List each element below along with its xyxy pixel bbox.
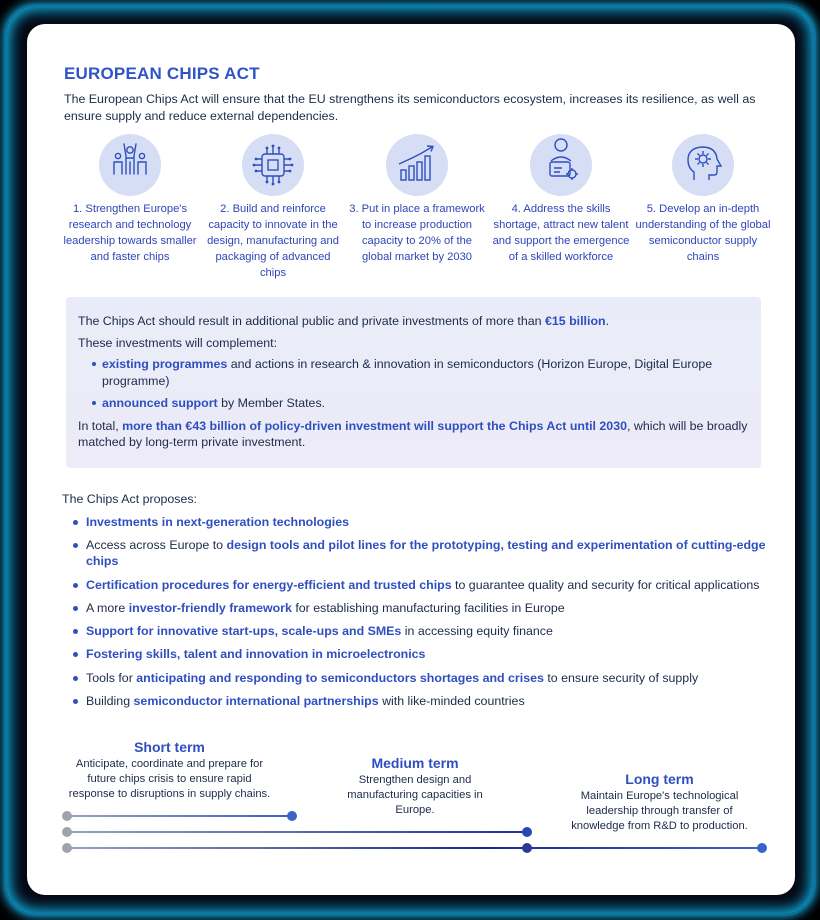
list-item: Investments in next-generation technologies	[73, 514, 782, 531]
medium-term-end-dot	[522, 827, 532, 837]
short-term-text: Anticipate, coordinate and prepare for future chips crisis to ensure rapid response to disruptions in supply chains.	[68, 758, 271, 800]
timeline-mid-dot	[522, 843, 532, 853]
list-item: Access across Europe to design tools and pilot lines for the prototyping, testing and experimentation of cutting-edge chips	[73, 537, 782, 570]
long-term-heading: Long term	[625, 771, 694, 787]
goal-text: 4. Address the skills shortage, attract new talent and support the emergence of a skilled workforce	[492, 203, 630, 263]
goal-3	[347, 134, 487, 265]
investment-box	[66, 297, 761, 468]
timeline-medium-term	[335, 754, 495, 818]
medium-term-line	[67, 831, 527, 833]
short-term-end-dot	[287, 811, 297, 821]
goal-1	[60, 134, 200, 265]
investment-line: The Chips Act should result in additional public and private investments of more than €15 billion.	[78, 314, 610, 328]
list-item: Support for innovative start-ups, scale-ups and SMEs in accessing equity finance	[73, 623, 782, 640]
long-term-line	[67, 847, 762, 849]
short-term-line	[67, 815, 292, 817]
goal-5	[633, 134, 773, 265]
list-item: Certification procedures for energy-efficient and trusted chips to guarantee quality and security for critical applications	[73, 577, 782, 594]
goal-text: 5. Develop an in-depth understanding of the global semiconductor supply chains	[635, 203, 771, 263]
goal-text: 1. Strengthen Europe's research and technology leadership towards smaller and faster chips	[63, 203, 197, 263]
intro-paragraph: The European Chips Act will ensure that the EU strengthens its semiconductors ecosystem, increases its resilience, as well as ensure supply and reduce external dependencies.	[64, 92, 756, 123]
info-card	[27, 24, 795, 895]
goal-4	[491, 134, 631, 265]
total-line: In total, more than €43 billion of policy-driven investment will support the Chips Act until 2030, which will be broadly matched by long-term private investment.	[78, 418, 748, 449]
people-raising-hands-icon	[99, 134, 161, 196]
complement-line: These investments will complement:	[78, 335, 278, 350]
complement-list	[92, 356, 749, 412]
list-item: Tools for anticipating and responding to semiconductors shortages and crises to ensure security of supply	[73, 670, 782, 687]
short-term-heading: Short term	[134, 739, 205, 755]
timeline-start-dot	[62, 843, 72, 853]
medium-term-heading: Medium term	[371, 755, 459, 771]
page-title: EUROPEAN CHIPS ACT	[64, 64, 260, 83]
timeline-start-dot	[62, 827, 72, 837]
growth-chart-icon	[386, 134, 448, 196]
long-term-text: Maintain Europe's technological leadership through transfer of knowledge from R&D to production.	[571, 790, 748, 832]
long-term-end-dot	[757, 843, 767, 853]
head-gear-icon	[672, 134, 734, 196]
talent-person-icon	[530, 134, 592, 196]
list-item: Fostering skills, talent and innovation in microelectronics	[73, 646, 782, 663]
list-item: Building semiconductor international partnerships with like-minded countries	[73, 693, 782, 710]
goal-2	[203, 134, 343, 281]
proposals-lead: The Chips Act proposes:	[62, 492, 197, 506]
list-item: announced support by Member States.	[92, 395, 749, 412]
timeline-short-term	[67, 738, 272, 802]
list-item: A more investor-friendly framework for establishing manufacturing facilities in Europe	[73, 600, 782, 617]
list-item: existing programmes and actions in research & innovation in semiconductors (Horizon Europe, Digital Europe programme)	[92, 356, 749, 389]
goals-row	[60, 134, 772, 294]
proposals-list	[73, 514, 782, 710]
timeline-start-dot	[62, 811, 72, 821]
goal-text: 2. Build and reinforce capacity to innovate in the design, manufacturing and packaging of advanced chips	[207, 203, 339, 279]
proposals-section	[62, 491, 782, 716]
goal-text: 3. Put in place a framework to increase production capacity to 20% of the global market by 2030	[349, 203, 485, 263]
timeline-long-term	[562, 770, 757, 834]
microchip-icon	[242, 134, 304, 196]
medium-term-text: Strengthen design and manufacturing capacities in Europe.	[347, 774, 483, 816]
investment-amount: €15 billion	[544, 314, 606, 328]
